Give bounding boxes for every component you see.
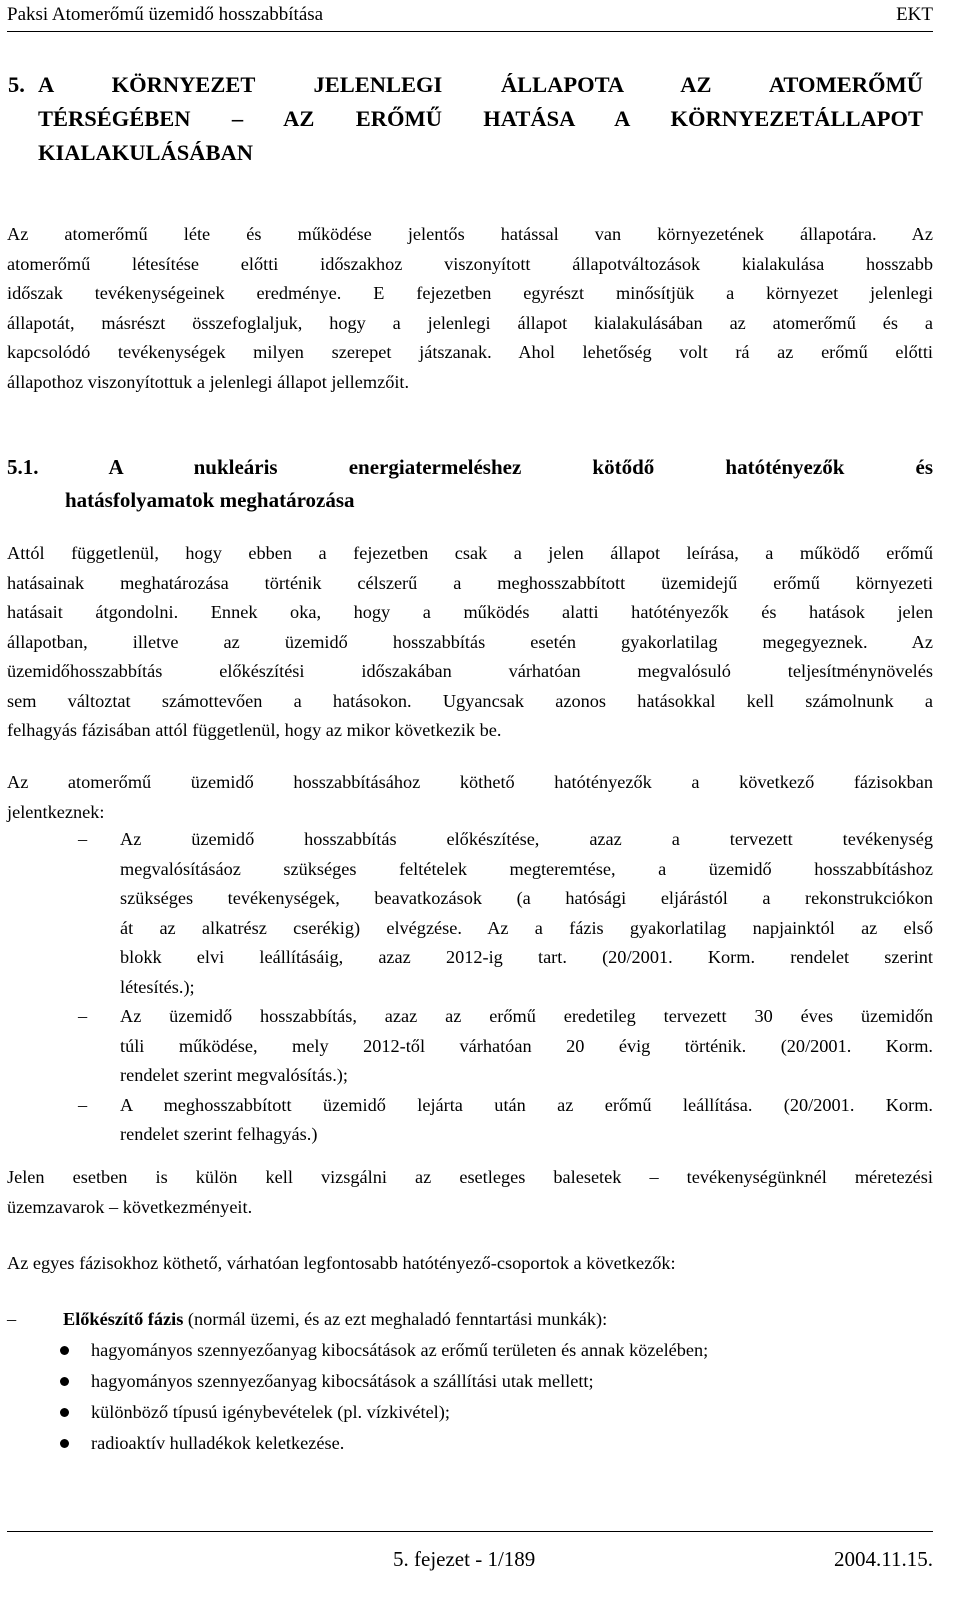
text-line: át az alkatrész cserékig) elvégzése. Az a fázis gyakorlatilag napjainktól az első <box>120 917 933 938</box>
bullet-text: különböző típusú igénybevételek (pl. vízkivétel); <box>91 1402 450 1422</box>
list-item <box>91 1335 933 1366</box>
section-heading <box>7 451 933 517</box>
prep-phase-bullets <box>91 1335 933 1459</box>
bullet-icon <box>60 1408 69 1417</box>
list-item <box>91 1397 933 1428</box>
page-header <box>7 0 933 32</box>
bullet-text: hagyományos szennyezőanyag kibocsátások az erőmű területen és annak közelében; <box>91 1340 709 1360</box>
text-line: Az atomerőmű léte és működése jelentős hatással van környezetének állapotára. Az <box>7 224 933 244</box>
list-item <box>78 1091 933 1150</box>
text-line: kapcsolódó tevékenységek milyen szerepet játszanak. Ahol lehetőség volt rá az erőmű előtti <box>7 342 933 362</box>
text-line: Az üzemidő hosszabbítás, azaz az erőmű eredetileg tervezett 30 éves üzemidőn <box>120 1006 933 1026</box>
dash-marker: – <box>78 1094 88 1115</box>
section-heading-line: 5.1. A nukleáris energiatermeléshez kötődő hatótényezők és <box>7 455 933 479</box>
bullet-icon <box>60 1377 69 1386</box>
text-line: sem változtat számottevően a hatásokon. Ugyancsak azonos hatásokkal kell számolnunk a <box>7 690 933 711</box>
paragraph-current-state <box>7 539 933 746</box>
document-title: Paksi Atomerőmű üzemidő hosszabbítása <box>7 4 324 25</box>
text-line: szükséges tevékenységek, beavatkozások (a hatósági eljárástól a rekonstrukciókon <box>120 888 933 908</box>
text-line: jelentkeznek: <box>7 801 105 822</box>
prep-phase-text <box>63 1305 607 1335</box>
chapter-title-line: A KÖRNYEZET JELENLEGI ÁLLAPOTA AZ ATOMERŐMŰ <box>38 72 923 97</box>
text-line: hatásait átgondolni. Ennek oka, hogy a működés alatti hatótényezők és hatások jelen <box>7 602 933 622</box>
text-line: állapothoz viszonyítottuk a jelenlegi állapot jellemzőit. <box>7 371 410 392</box>
bullet-icon <box>60 1346 69 1355</box>
dash-marker: – <box>78 1006 88 1026</box>
text-line: állapotban, illetve az üzemidő hosszabbítás esetén gyakorlatilag megegyeznek. Az <box>7 631 933 652</box>
paragraph-factor-groups <box>7 1249 933 1279</box>
document-date: 2004.11.15. <box>834 1547 933 1571</box>
text-line: A meghosszabbított üzemidő lejárta után az erőmű leállítása. (20/2001. Korm. <box>120 1094 933 1115</box>
dash-marker: – <box>78 829 88 849</box>
bullet-text: hagyományos szennyezőanyag kibocsátások a szállítási utak mellett; <box>91 1371 594 1391</box>
text-line: felhagyás fázisában attól függetlenül, hogy az mikor következik be. <box>7 720 502 740</box>
text-line: blokk elvi leállításáig, azaz 2012-ig tart. (20/2001. Korm. rendelet szerint <box>120 947 933 967</box>
prep-phase-description: (normál üzemi, és az ezt meghaladó fenntartási munkák): <box>183 1309 608 1329</box>
text-line: rendelet szerint megvalósítás.); <box>120 1065 348 1085</box>
text-line: atomerőmű létesítése előtti időszakhoz viszonyított állapotváltozások kialakulása hosszabb <box>7 253 933 274</box>
text-line: időszak tevékenységeinek eredménye. E fejezetben egyrészt minősítjük a környezet jelenlegi <box>7 283 933 303</box>
chapter-title-line: KIALAKULÁSÁBAN <box>38 140 254 165</box>
text-line: létesítés.); <box>120 976 195 997</box>
text-line: Attól függetlenül, hogy ebben a fejezetben csak a jelen állapot leírása, a működő erőmű <box>7 543 933 563</box>
text-line: üzemidőhosszabbítás előkészítési időszakában várhatóan megvalósuló teljesítménynövelés <box>7 661 933 681</box>
list-item <box>91 1366 933 1397</box>
page-number: 5. fejezet - 1/189 <box>393 1547 536 1571</box>
paragraph-accidents <box>7 1163 933 1222</box>
text-line: túli működése, mely 2012-től várhatóan 20 évig történik. (20/2001. Korm. <box>120 1035 933 1056</box>
list-item <box>91 1428 933 1459</box>
chapter-number: 5. <box>8 72 25 97</box>
list-item <box>78 825 933 1002</box>
chapter-title-line: TÉRSÉGÉBEN – AZ ERŐMŰ HATÁSA A KÖRNYEZETÁLLAPOT <box>38 106 923 131</box>
organization: EKT <box>896 4 933 25</box>
text-line: Az atomerőmű üzemidő hosszabbításához köthető hatótényezők a következő fázisokban <box>7 772 933 792</box>
text-line: Jelen esetben is külön kell vizsgálni az esetleges balesetek – tevékenységünknél méretezési <box>7 1167 933 1187</box>
section-heading-line: hatásfolyamatok meghatározása <box>65 488 355 512</box>
text-line: Az üzemidő hosszabbítás előkészítése, azaz a tervezett tevékenység <box>120 829 933 849</box>
text-line: állapotát, másrészt összefoglaljuk, hogy a jelenlegi állapot kialakulásában az atomerőmű és a <box>7 312 933 333</box>
list-item <box>78 1002 933 1091</box>
text-line: hatásainak meghatározása történik célszerű a meghosszabbított üzemidejű erőmű környezeti <box>7 572 933 593</box>
dash-marker: – <box>7 1309 17 1329</box>
intro-paragraph <box>7 220 933 397</box>
prep-phase-label: Előkészítő fázis <box>63 1309 184 1329</box>
text-line: Az egyes fázisokhoz köthető, várhatóan legfontosabb hatótényező-csoportok a következők: <box>7 1253 676 1273</box>
paragraph-phases-intro <box>7 768 933 827</box>
text-line: megvalósításáoz szükséges feltételek megteremtése, a üzemidő hosszabbításhoz <box>120 858 933 879</box>
text-line: rendelet szerint felhagyás.) <box>120 1124 318 1144</box>
chapter-title <box>8 68 923 170</box>
bullet-text: radioaktív hulladékok keletkezése. <box>91 1433 345 1453</box>
page-footer <box>7 1531 933 1572</box>
bullet-icon <box>60 1439 69 1448</box>
phases-list <box>78 825 933 1150</box>
text-line: üzemzavarok – következményeit. <box>7 1196 253 1217</box>
